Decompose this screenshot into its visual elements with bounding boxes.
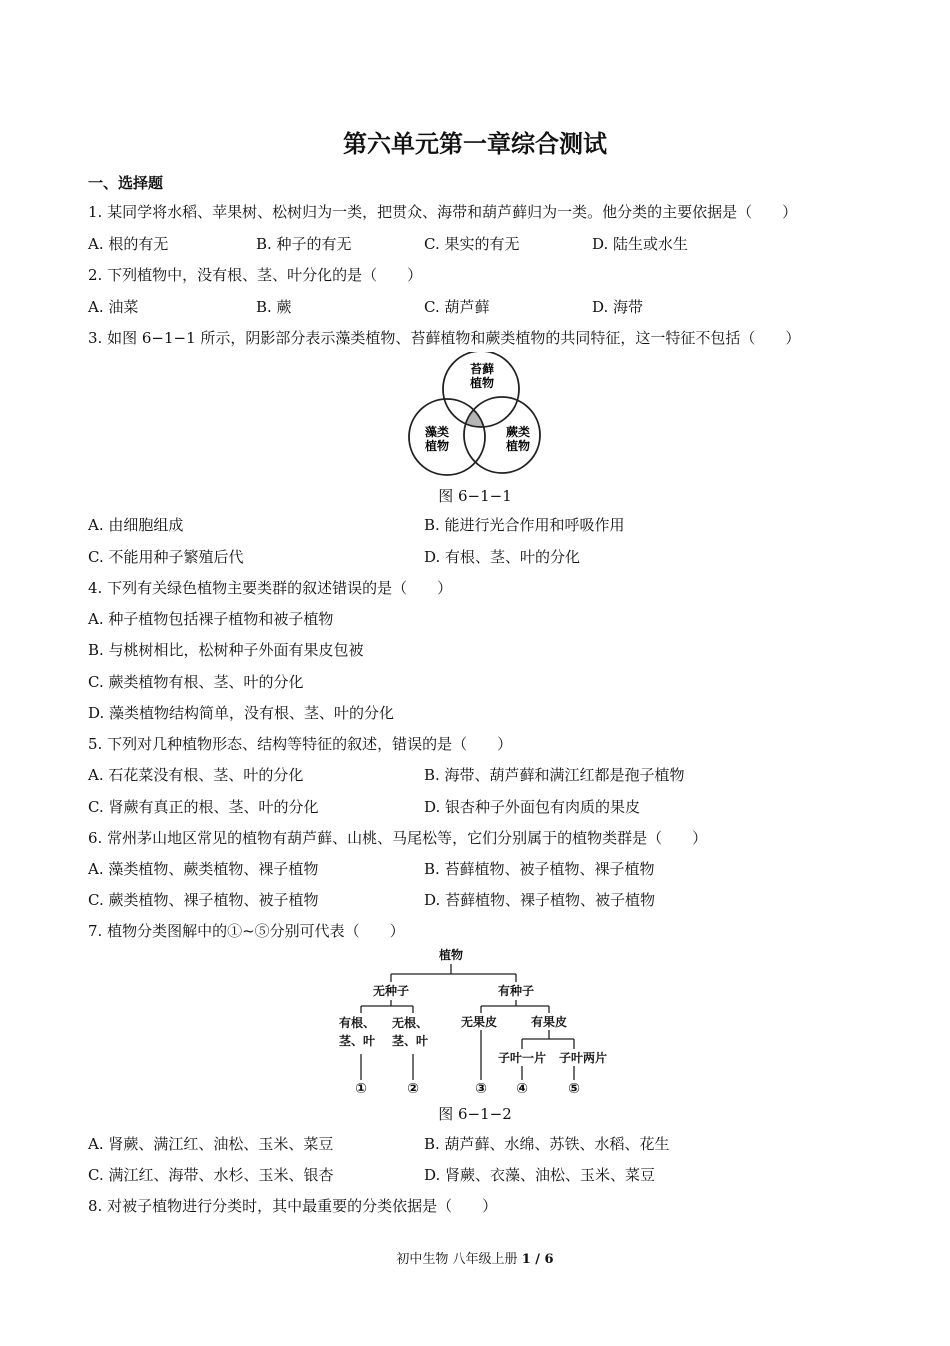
question-3-option-b: B. 能进行光合作用和呼吸作用 xyxy=(424,516,625,534)
question-7-option-d: D. 肾蕨、衣藻、油松、玉米、菜豆 xyxy=(424,1166,656,1184)
question-1-option-d: D. 陆生或水生 xyxy=(592,235,689,253)
question-6-option-d: D. 苔藓植物、裸子植物、被子植物 xyxy=(424,891,656,909)
figure-caption-6-1-1: 图 6−1−1 xyxy=(438,487,512,505)
tree-node-no-root-stem-leaf-2: 茎、叶 xyxy=(391,1034,429,1048)
venn-diagram xyxy=(405,352,545,478)
question-7-option-c: C. 满江红、海带、水杉、玉米、银杏 xyxy=(88,1166,334,1184)
question-6-option-c: C. 蕨类植物、裸子植物、被子植物 xyxy=(88,891,319,909)
tree-node-no-seed: 无种子 xyxy=(372,984,410,998)
question-3-stem: 3. 如图 6−1−1 所示，阴影部分表示藻类植物、苔藓植物和蕨类植物的共同特征，这一特征不包括（ ） xyxy=(88,329,801,347)
tree-node-no-peel: 无果皮 xyxy=(460,1015,498,1029)
question-7-option-a: A. 肾蕨、满江红、油松、玉米、菜豆 xyxy=(88,1135,334,1153)
tree-leaf-3: ③ xyxy=(475,1081,487,1097)
question-4-option-b: B. 与桃树相比，松树种子外面有果皮包被 xyxy=(88,641,364,659)
question-7-stem: 7. 植物分类图解中的①~⑤分别可代表（ ） xyxy=(88,922,405,940)
question-7-option-b: B. 葫芦藓、水绵、苏铁、水稻、花生 xyxy=(424,1135,670,1153)
classification-tree-diagram xyxy=(330,944,620,1100)
question-6-stem: 6. 常州茅山地区常见的植物有葫芦藓、山桃、马尾松等，它们分别属于的植物类群是（ ） xyxy=(88,829,708,847)
tree-leaf-4: ④ xyxy=(516,1081,528,1097)
tree-leaf-2: ② xyxy=(407,1081,419,1097)
question-4-stem: 4. 下列有关绿色植物主要类群的叙述错误的是（ ） xyxy=(88,579,453,597)
question-6-option-a: A. 藻类植物、蕨类植物、裸子植物 xyxy=(88,860,319,878)
section-heading: 一、选择题 xyxy=(88,174,164,192)
question-1-stem: 1. 某同学将水稻、苹果树、松树归为一类，把贯众、海带和葫芦藓归为一类。他分类的主要依据是（ ） xyxy=(88,203,798,221)
venn-label-algae-1: 藻类 xyxy=(424,425,450,439)
tree-node-has-root-stem-leaf-1: 有根、 xyxy=(338,1016,376,1030)
question-5-option-c: C. 肾蕨有真正的根、茎、叶的分化 xyxy=(88,798,319,816)
question-3-option-d: D. 有根、茎、叶的分化 xyxy=(424,548,581,566)
page-footer xyxy=(0,1248,950,1267)
question-5-option-b: B. 海带、葫芦藓和满江红都是孢子植物 xyxy=(424,766,685,784)
venn-label-algae-2: 植物 xyxy=(424,439,450,453)
question-2-option-b: B. 蕨 xyxy=(256,298,292,316)
question-2-stem: 2. 下列植物中，没有根、茎、叶分化的是（ ） xyxy=(88,266,423,284)
question-2-option-d: D. 海带 xyxy=(592,298,644,316)
venn-label-fern-1: 蕨类 xyxy=(505,425,531,439)
tree-node-one-cotyledon: 子叶一片 xyxy=(497,1051,547,1065)
venn-label-bryophyte-2: 植物 xyxy=(469,376,495,390)
question-1-option-c: C. 果实的有无 xyxy=(424,235,520,253)
question-3-option-c: C. 不能用种子繁殖后代 xyxy=(88,548,244,566)
question-1-option-a: A. 根的有无 xyxy=(88,235,169,253)
question-3-option-a: A. 由细胞组成 xyxy=(88,516,184,534)
tree-node-two-cotyledons: 子叶两片 xyxy=(558,1051,608,1065)
page-title: 第六单元第一章综合测试 xyxy=(343,130,607,158)
page-number: 1 / 6 xyxy=(521,1252,554,1267)
footer-text: 初中生物 八年级上册 xyxy=(396,1252,518,1267)
tree-node-has-seed: 有种子 xyxy=(497,984,535,998)
tree-node-has-peel: 有果皮 xyxy=(530,1015,568,1029)
question-8-stem: 8. 对被子植物进行分类时，其中最重要的分类依据是（ ） xyxy=(88,1197,498,1215)
tree-leaf-5: ⑤ xyxy=(568,1081,580,1097)
question-1-option-b: B. 种子的有无 xyxy=(256,235,352,253)
figure-caption-6-1-2: 图 6−1−2 xyxy=(438,1105,512,1123)
venn-label-fern-2: 植物 xyxy=(505,439,531,453)
question-4-option-d: D. 藻类植物结构简单，没有根、茎、叶的分化 xyxy=(88,704,395,722)
tree-node-has-root-stem-leaf-2: 茎、叶 xyxy=(338,1034,376,1048)
question-6-option-b: B. 苔藓植物、被子植物、裸子植物 xyxy=(424,860,655,878)
question-2-option-a: A. 油菜 xyxy=(88,298,139,316)
question-4-option-a: A. 种子植物包括裸子植物和被子植物 xyxy=(88,610,334,628)
question-2-option-c: C. 葫芦藓 xyxy=(424,298,490,316)
tree-leaf-1: ① xyxy=(355,1081,367,1097)
tree-node-no-root-stem-leaf-1: 无根、 xyxy=(391,1016,429,1030)
question-5-option-a: A. 石花菜没有根、茎、叶的分化 xyxy=(88,766,304,784)
question-5-stem: 5. 下列对几种植物形态、结构等特征的叙述，错误的是（ ） xyxy=(88,735,513,753)
venn-label-bryophyte-1: 苔藓 xyxy=(469,362,495,376)
tree-node-plants: 植物 xyxy=(438,948,464,962)
question-5-option-d: D. 银杏种子外面包有肉质的果皮 xyxy=(424,798,641,816)
question-4-option-c: C. 蕨类植物有根、茎、叶的分化 xyxy=(88,673,304,691)
